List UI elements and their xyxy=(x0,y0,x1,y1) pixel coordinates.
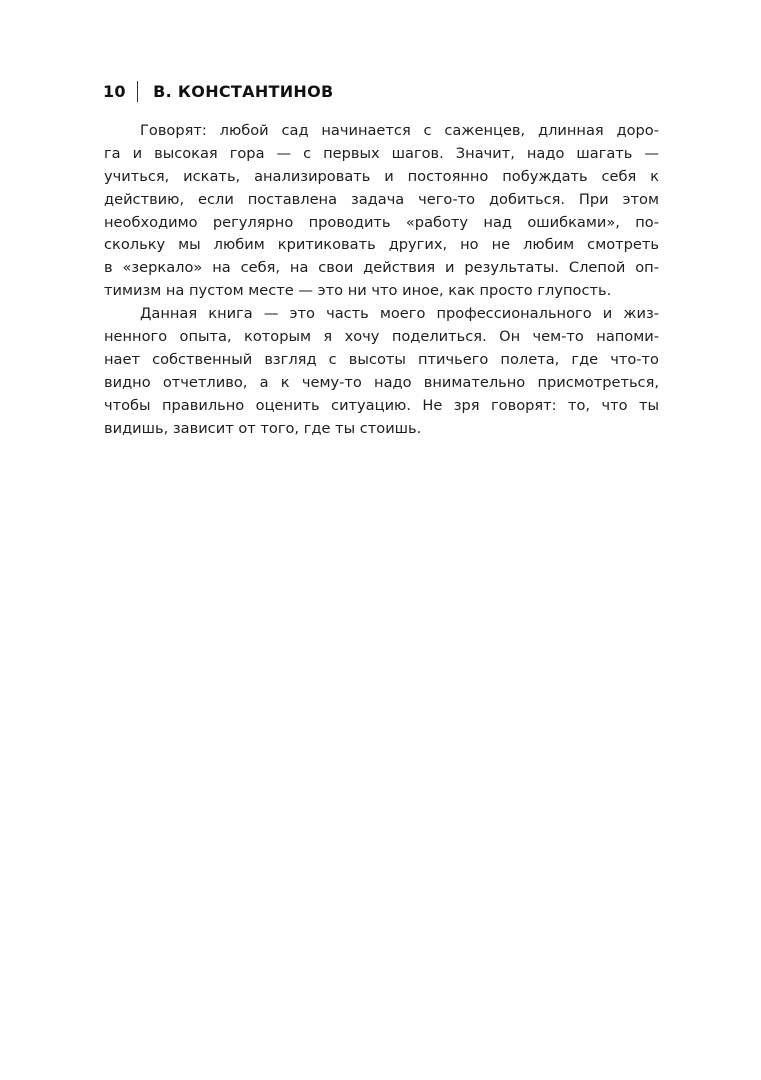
paragraph xyxy=(104,303,659,440)
text-line: видишь, зависит от того, где ты стоишь. xyxy=(104,419,422,437)
text-line: тимизм на пустом месте — это ни что иное, как просто глупость. xyxy=(104,282,612,300)
text-line: учиться, искать, анализировать и постоянно побуждать себя к xyxy=(104,167,659,185)
text-line: чтобы правильно оценить ситуацию. Не зря говорят: то, что ты xyxy=(104,396,659,414)
text-line: Говорят: любой сад начинается с саженцев, длинная доро- xyxy=(140,122,659,139)
author-name: В. КОНСТАНТИНОВ xyxy=(153,81,334,101)
text-line: действию, если поставлена задача чего-то добиться. При этом xyxy=(104,190,659,208)
text-line: необходимо регулярно проводить «работу над ошибками», по- xyxy=(104,213,659,231)
running-header xyxy=(103,80,334,102)
paragraph xyxy=(104,120,659,303)
page-number: 10 xyxy=(103,81,126,101)
text-line: га и высокая гора — с первых шагов. Значит, надо шагать — xyxy=(104,144,659,162)
text-line: видно отчетливо, а к чему-то надо внимательно присмотреться, xyxy=(104,373,659,391)
body-text xyxy=(104,120,659,440)
text-line: в «зеркало» на себя, на свои действия и результаты. Слепой оп- xyxy=(104,259,659,277)
text-line: ненного опыта, которым я хочу поделиться. Он чем-то напоми- xyxy=(104,328,659,346)
text-line: нает собственный взгляд с высоты птичьего полета, где что-то xyxy=(104,350,659,368)
text-line: Данная книга — это часть моего профессионального и жиз- xyxy=(140,305,659,323)
text-line: скольку мы любим критиковать других, но не любим смотреть xyxy=(104,236,659,254)
header-divider xyxy=(137,81,139,102)
